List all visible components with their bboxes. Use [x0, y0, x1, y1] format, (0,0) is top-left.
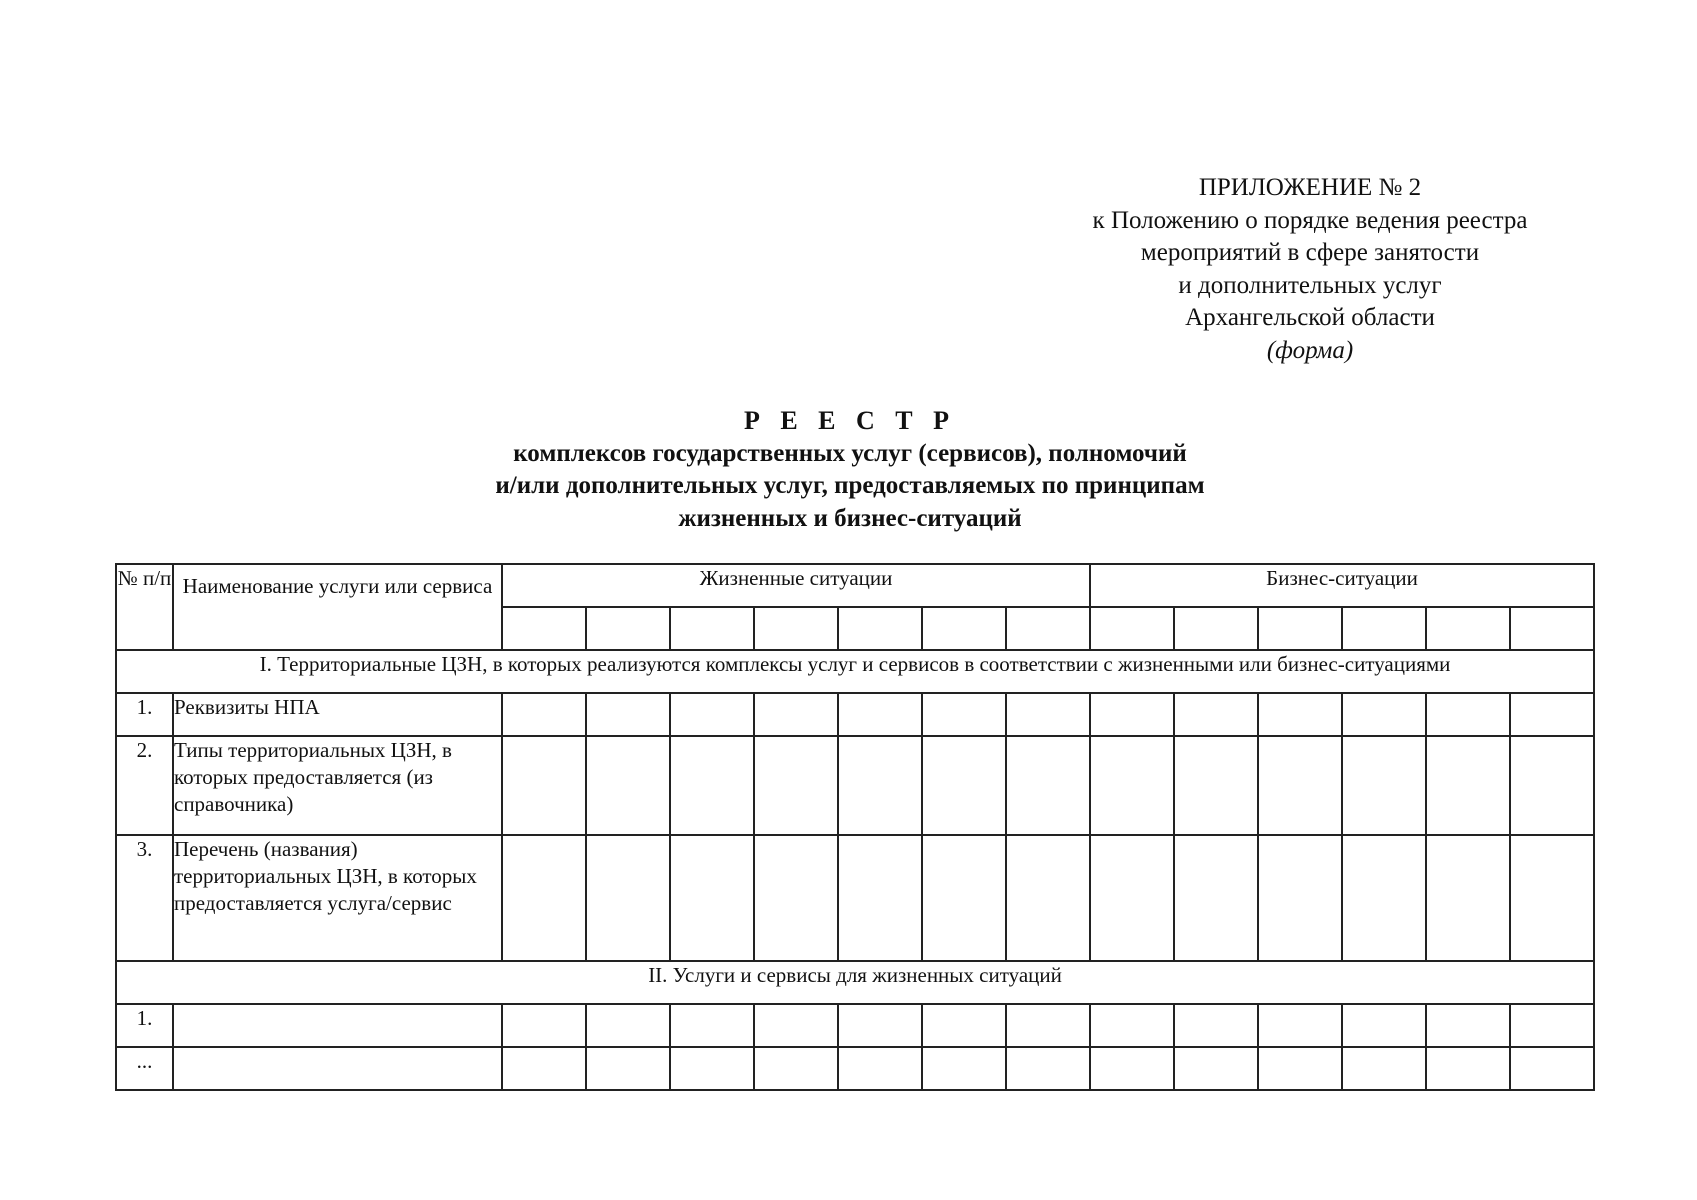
table-cell[interactable]	[754, 1004, 838, 1047]
table-cell[interactable]	[922, 607, 1006, 650]
form-note: (форма)	[1266, 336, 1354, 364]
row-name[interactable]	[173, 1047, 502, 1090]
table-cell[interactable]	[670, 607, 754, 650]
header-life-situations: Жизненные ситуации	[502, 564, 1090, 607]
table-cell[interactable]	[1258, 607, 1342, 650]
table-cell[interactable]	[586, 736, 670, 835]
table-cell[interactable]	[502, 1004, 586, 1047]
table-row	[116, 736, 1594, 835]
table-cell[interactable]	[586, 693, 670, 736]
table-cell[interactable]	[1510, 607, 1594, 650]
section-heading: I. Территориальные ЦЗН, в которых реализуются комплексы услуг и сервисов в соответствии с жизненными или бизнес-ситуациями	[116, 650, 1594, 693]
table-cell[interactable]	[754, 1047, 838, 1090]
table-cell[interactable]	[670, 693, 754, 736]
table-cell[interactable]	[502, 607, 586, 650]
table-row	[116, 693, 1594, 736]
table-cell[interactable]	[1426, 736, 1510, 835]
table-cell[interactable]	[754, 607, 838, 650]
table-cell[interactable]	[1342, 835, 1426, 961]
row-name: Перечень (названия) территориальных ЦЗН, в которых предоставляется услуга/сервис	[173, 835, 502, 961]
table-cell[interactable]	[1426, 1047, 1510, 1090]
title-line: и/или дополнительных услуг, предоставляемых по принципам	[495, 472, 1205, 499]
row-num: 3.	[116, 835, 173, 961]
table-cell[interactable]	[1258, 1004, 1342, 1047]
table-cell[interactable]	[1342, 607, 1426, 650]
table-cell[interactable]	[670, 1047, 754, 1090]
table-cell[interactable]	[1510, 1004, 1594, 1047]
row-num: 1.	[116, 1004, 173, 1047]
table-cell[interactable]	[1426, 607, 1510, 650]
section-heading: II. Услуги и сервисы для жизненных ситуаций	[116, 961, 1594, 1004]
table-cell[interactable]	[1090, 1047, 1174, 1090]
header-num: № п/п	[116, 564, 173, 650]
table-cell[interactable]	[1174, 607, 1258, 650]
table-cell[interactable]	[922, 835, 1006, 961]
table-cell[interactable]	[1006, 693, 1090, 736]
table-cell[interactable]	[1006, 835, 1090, 961]
table-row	[116, 1047, 1594, 1090]
table-cell[interactable]	[1426, 1004, 1510, 1047]
row-num: 1.	[116, 693, 173, 736]
table-cell[interactable]	[1426, 693, 1510, 736]
table-cell[interactable]	[922, 1004, 1006, 1047]
table-cell[interactable]	[1510, 736, 1594, 835]
table-row	[116, 835, 1594, 961]
table-cell[interactable]	[838, 1047, 922, 1090]
table-cell[interactable]	[1090, 736, 1174, 835]
table-cell[interactable]	[922, 736, 1006, 835]
table-cell[interactable]	[1090, 835, 1174, 961]
table-cell[interactable]	[1006, 1047, 1090, 1090]
title-line: комплексов государственных услуг (сервисов), полномочий	[513, 439, 1187, 467]
appendix-reference-line: Архангельской области	[1185, 304, 1435, 331]
row-name: Реквизиты НПА	[173, 693, 502, 736]
table-cell[interactable]	[1258, 835, 1342, 961]
row-num: ...	[116, 1047, 173, 1090]
table-cell[interactable]	[754, 736, 838, 835]
table-cell[interactable]	[586, 835, 670, 961]
table-cell[interactable]	[670, 736, 754, 835]
table-cell[interactable]	[838, 607, 922, 650]
table-cell[interactable]	[922, 693, 1006, 736]
row-num: 2.	[116, 736, 173, 835]
table-cell[interactable]	[586, 1047, 670, 1090]
document-title	[300, 405, 1400, 535]
row-name: Типы территориальных ЦЗН, в которых предоставляется (из справочника)	[173, 736, 502, 835]
table-cell[interactable]	[502, 736, 586, 835]
table-cell[interactable]	[1510, 1047, 1594, 1090]
table-cell[interactable]	[1510, 693, 1594, 736]
table-cell[interactable]	[670, 1004, 754, 1047]
table-cell[interactable]	[754, 693, 838, 736]
table-cell[interactable]	[586, 1004, 670, 1047]
table-cell[interactable]	[1174, 693, 1258, 736]
header-business-situations: Бизнес-ситуации	[1090, 564, 1594, 607]
registry-table	[115, 563, 1595, 1091]
table-cell[interactable]	[670, 835, 754, 961]
section-row	[116, 650, 1594, 693]
table-cell[interactable]	[1342, 1047, 1426, 1090]
table-cell[interactable]	[1342, 736, 1426, 835]
table-row	[116, 1004, 1594, 1047]
table-cell[interactable]	[1174, 736, 1258, 835]
row-name[interactable]	[173, 1004, 502, 1047]
table-cell[interactable]	[502, 1047, 586, 1090]
table-cell[interactable]	[1174, 835, 1258, 961]
table-cell[interactable]	[1342, 1004, 1426, 1047]
table-cell[interactable]	[1090, 607, 1174, 650]
table-cell[interactable]	[1510, 835, 1594, 961]
title-main: Р Е Е С Т Р	[743, 406, 957, 435]
table-cell[interactable]	[922, 1047, 1006, 1090]
table-cell[interactable]	[1006, 607, 1090, 650]
table-cell[interactable]	[586, 607, 670, 650]
title-line: жизненных и бизнес-ситуаций	[678, 504, 1022, 532]
table-cell[interactable]	[1174, 1047, 1258, 1090]
table-cell[interactable]	[838, 736, 922, 835]
table-cell[interactable]	[1006, 1004, 1090, 1047]
header-service-name: Наименование услуги или сервиса	[173, 564, 502, 650]
table-cell[interactable]	[1426, 835, 1510, 961]
appendix-number: ПРИЛОЖЕНИЕ № 2	[1198, 174, 1422, 201]
table-cell[interactable]	[1258, 693, 1342, 736]
table-cell[interactable]	[1258, 1047, 1342, 1090]
table-cell[interactable]	[838, 835, 922, 961]
table-cell[interactable]	[1006, 736, 1090, 835]
table-header-row	[116, 564, 1594, 607]
table-cell[interactable]	[1258, 736, 1342, 835]
table-cell[interactable]	[1090, 693, 1174, 736]
table-cell[interactable]	[502, 835, 586, 961]
table-cell[interactable]	[838, 1004, 922, 1047]
table-cell[interactable]	[1090, 1004, 1174, 1047]
appendix-reference-line: и дополнительных услуг	[1178, 271, 1442, 299]
table-cell[interactable]	[1342, 693, 1426, 736]
table-cell[interactable]	[754, 835, 838, 961]
appendix-reference-line: к Положению о порядке ведения реестра	[1092, 206, 1528, 234]
table-cell[interactable]	[502, 693, 586, 736]
table-cell[interactable]	[1174, 1004, 1258, 1047]
appendix-reference-line: мероприятий в сфере занятости	[1140, 239, 1480, 266]
table-cell[interactable]	[838, 693, 922, 736]
appendix-header	[1040, 172, 1580, 367]
section-row	[116, 961, 1594, 1004]
